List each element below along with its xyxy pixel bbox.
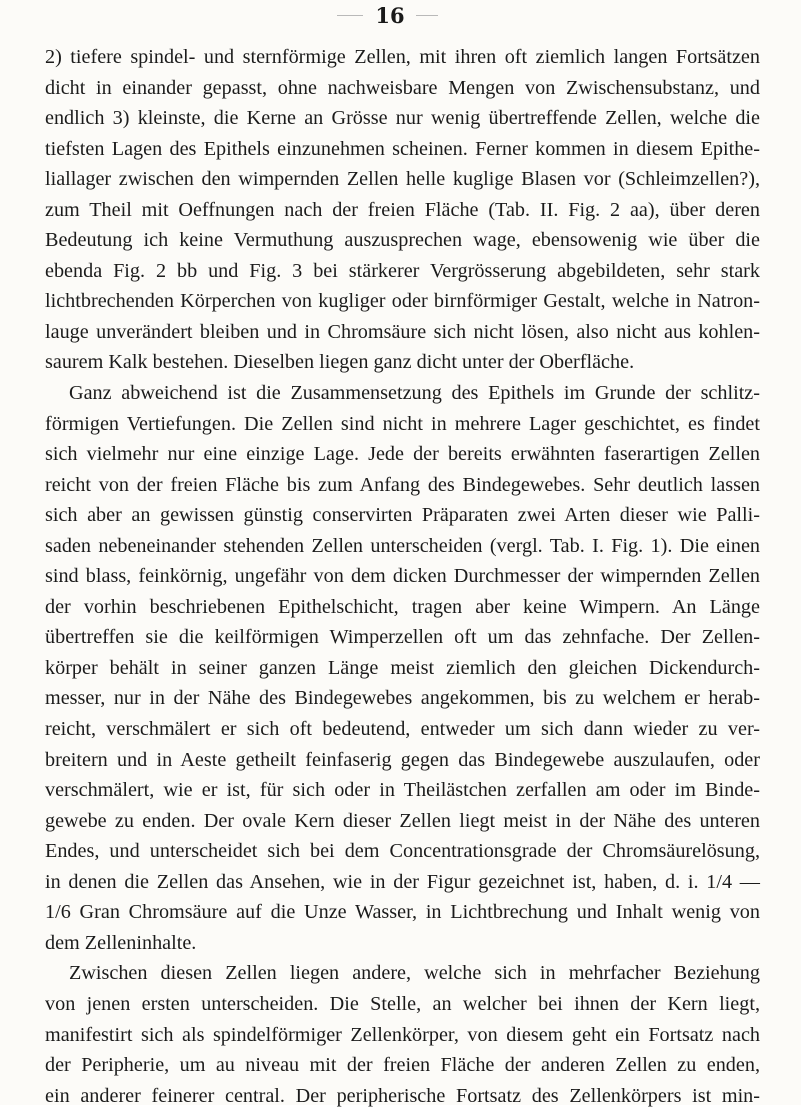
text-line: breitern und in Aeste getheilt feinfaserig gegen das Bindegewebe auszulaufen, oder — [45, 748, 760, 771]
text-line: endlich 3) kleinste, die Kerne an Grösse nur wenig übertreffende Zellen, welche die — [45, 107, 760, 130]
header-rule-left — [337, 15, 363, 16]
text-line: reicht, verschmälert er sich oft bedeutend, entweder um sich dann wieder zu ver- — [45, 718, 760, 741]
text-line: messer, nur in der Nähe des Bindegewebes angekommen, bis zu welchem er herab- — [45, 687, 760, 710]
text-line: lauge unverändert bleiben und in Chromsäure sich nicht lösen, also nicht aus kohlen- — [45, 320, 760, 343]
paragraph-start-line: Ganz abweichend ist die Zusammensetzung des Epithels im Grunde der schlitz- — [69, 382, 760, 405]
text-line: der vorhin beschriebenen Epithelschicht, tragen aber keine Wimpern. An Länge — [45, 595, 760, 618]
text-line: der Peripherie, um au niveau mit der freien Fläche der anderen Zellen zu enden, — [45, 1054, 760, 1077]
text-line: in denen die Zellen das Ansehen, wie in der Figur gezeichnet ist, haben, d. i. 1/4 — — [45, 870, 760, 893]
text-line: von jenen ersten unterscheiden. Die Stelle, an welcher bei ihnen der Kern liegt, — [45, 992, 760, 1015]
text-line: Bedeutung ich keine Vermuthung auszusprechen wage, ebensowenig wie über die — [45, 229, 760, 252]
text-line: lichtbrechenden Körperchen von kugliger oder birnförmiger Gestalt, welche in Natron- — [45, 290, 760, 313]
text-line: 1/6 Gran Chromsäure auf die Unze Wasser, in Lichtbrechung und Inhalt wenig von — [45, 901, 760, 924]
text-line: körper behält in seiner ganzen Länge meist ziemlich den gleichen Dickendurch- — [45, 656, 760, 679]
text-line: sind blass, feinkörnig, ungefähr von dem dicken Durchmesser der wimpernden Zellen — [45, 565, 760, 588]
text-line: übertreffen sie die keilförmigen Wimperzellen oft um das zehnfache. Der Zellen- — [45, 626, 760, 649]
paragraph-start-line: Zwischen diesen Zellen liegen andere, welche sich in mehrfacher Beziehung — [69, 962, 760, 985]
text-line: saden nebeneinander stehenden Zellen unterscheiden (vergl. Tab. I. Fig. 1). Die einen — [45, 534, 760, 557]
text-line: sich aber an gewissen günstig conservirten Präparaten zwei Arten dieser wie Palli- — [45, 504, 760, 527]
text-line: gewebe zu enden. Der ovale Kern dieser Zellen liegt meist in der Nähe des unteren — [45, 809, 760, 832]
paragraph-end-line: saurem Kalk bestehen. Dieselben liegen ganz dicht unter der Oberfläche. — [45, 351, 635, 374]
text-line: zum Theil mit Oeffnungen nach der freien Fläche (Tab. II. Fig. 2 aa), über deren — [45, 198, 760, 221]
text-line: tiefsten Lagen des Epithels einzunehmen scheinen. Ferner kommen in diesem Epithe- — [45, 137, 760, 160]
text-line: liallager zwischen den wimpernden Zellen helle kuglige Blasen vor (Schleimzellen?), — [45, 168, 760, 191]
text-line: Endes, und unterscheidet sich bei dem Concentrationsgrade der Chromsäurelösung, — [45, 840, 760, 863]
body-text — [45, 42, 760, 1111]
text-line: dicht in einander gepasst, ohne nachweisbare Mengen von Zwischensubstanz, und — [45, 76, 760, 99]
text-line: manifestirt sich als spindelförmiger Zellenkörper, von diesem geht ein Fortsatz nach — [45, 1023, 760, 1046]
text-line: 2) tiefere spindel- und sternförmige Zellen, mit ihren oft ziemlich langen Fortsätzen — [45, 46, 760, 68]
header-rule-right — [416, 15, 438, 16]
text-line: ebenda Fig. 2 bb und Fig. 3 bei stärkerer Vergrösserung abgebildeten, sehr stark — [45, 259, 760, 282]
text-line: reicht von der freien Fläche bis zum Anfang des Bindegewebes. Sehr deutlich lassen — [45, 473, 760, 496]
text-line: sich vielmehr nur eine einzige Lage. Jede der bereits erwähnten faserartigen Zellen — [45, 443, 760, 466]
page-number: 16 — [375, 3, 405, 28]
paragraph-end-line: dem Zelleninhalte. — [45, 931, 197, 954]
text-line: förmigen Vertiefungen. Die Zellen sind nicht in mehrere Lager geschichtet, es findet — [45, 412, 760, 435]
text-line: ein anderer feinerer central. Der peripherische Fortsatz des Zellenkörpers ist min- — [45, 1084, 760, 1107]
text-line: verschmälert, wie er ist, für sich oder in Theilästchen zerfallen am oder im Binde- — [45, 779, 760, 802]
